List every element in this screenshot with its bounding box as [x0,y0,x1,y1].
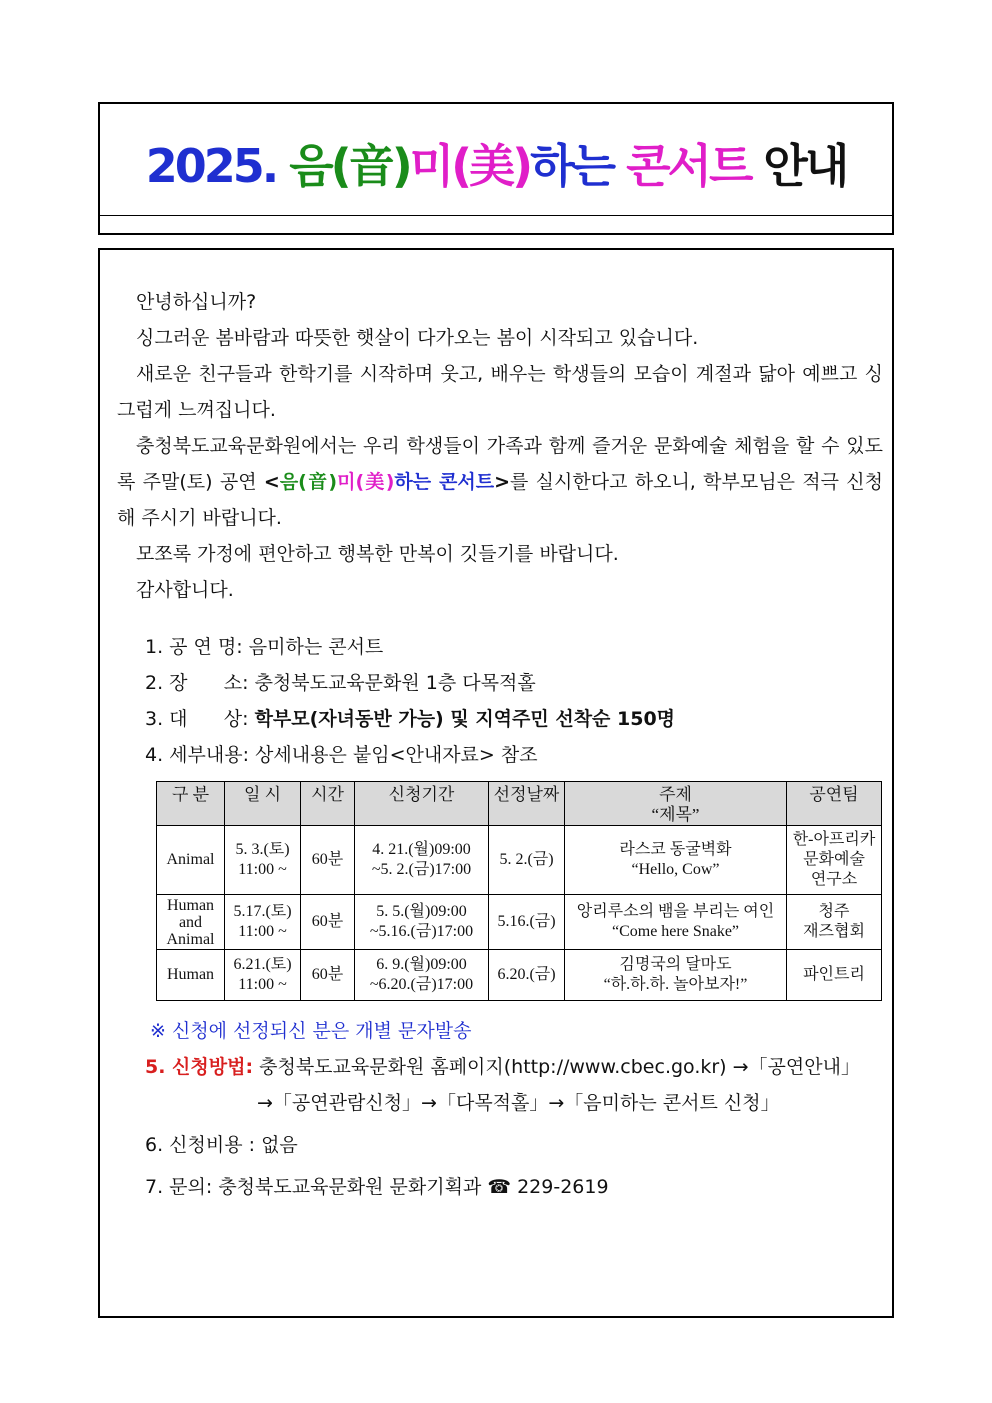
intro-line3-hl3: 하는 콘서트 [394,471,495,493]
cell-date1: 6.21.(토) [233,956,292,973]
cell-period1: 6. 9.(월)09:00 [376,956,467,973]
table-row [157,895,882,950]
header-topic [565,782,787,826]
greeting: 안녕하십니까? [136,291,257,313]
intro-line3-before: 충청북도교육문화원에서는 우리 학생들이 가족과 함께 즐거운 문화예술 체험을 할 수 있도록 주말(토) 공연 [117,435,883,493]
table-row [157,826,882,895]
contact-label: 7. 문의: 충청북도교육문화원 문화기획과 [145,1176,482,1198]
apply-line2: →「공연관람신청」→「다목적홀」→「음미하는 콘서트 신청」 [257,1092,780,1114]
cell-datetime [225,950,301,1001]
cell-date2: 11:00 ~ [238,923,287,940]
schedule-table [156,781,882,1001]
item-2-value: 충청북도교육문화원 1층 다목적홀 [254,672,536,694]
item-1 [145,632,383,659]
header-category: 구 분 [157,782,225,826]
item-4 [145,740,538,767]
cell-category2: and [178,913,203,931]
cell-datetime [225,895,301,950]
cell-category: Human [157,950,225,1001]
cell-topic [565,950,787,1001]
cell-category: Animal [157,826,225,895]
table-header-row [157,782,882,826]
item-4-label: 4. 세부내용: [145,744,249,766]
table-row [157,950,882,1001]
header-topic-b: “제목” [651,805,700,824]
cell-date2: 11:00 ~ [238,976,287,993]
cell-period2: ~5. 2.(금)17:00 [371,861,472,878]
intro-line3-close: > [494,471,510,493]
cell-topic-name: 김명국의 달마도 [619,956,732,973]
item-4-value: 상세내용은 붙임<안내자료> 참조 [255,744,538,766]
intro-line3-hl1: 음(音) [279,471,338,493]
intro-text [117,284,883,608]
header-team: 공연팀 [787,782,882,826]
apply-method [145,1052,860,1079]
page-title [100,130,892,196]
intro-line3-hl2: 미(美) [337,471,395,493]
cell-category1: Human [166,896,215,914]
contact [145,1172,609,1199]
header-topic-a: 주제 [659,785,692,804]
cell-topic [565,826,787,895]
contact-phone: 229-2619 [517,1176,609,1198]
cell-duration: 60분 [301,950,355,1001]
item-1-label: 1. 공 연 명: [145,636,243,658]
cell-period [355,895,489,950]
intro-line3-open: < [263,471,280,493]
cell-team3: 연구소 [810,871,858,888]
closing: 감사합니다. [136,579,234,601]
header-selection: 선정날짜 [489,782,565,826]
cell-team [787,895,882,950]
apply-label: 5. 신청방법: [145,1056,254,1078]
cell-category3: Animal [166,930,215,948]
phone-icon: ☎ [487,1176,512,1198]
title-part5: 안내 [763,139,847,193]
selection-note: ※ 신청에 선정되신 분은 개별 문자발송 [150,1020,472,1042]
cell-team1: 청주 [818,903,850,920]
header-datetime: 일 시 [225,782,301,826]
cell-topic-title: “Come here Snake” [611,923,740,940]
cell-period2: ~5.16.(금)17:00 [369,923,474,940]
apply-line1: 충청북도교육문화원 홈페이지(http://www.cbec.go.kr) →「공연안내」 [259,1056,860,1078]
cell-topic [565,895,787,950]
cell-team [787,826,882,895]
title-divider [100,215,892,216]
title-box [98,102,894,235]
cell-team: 파인트리 [787,950,882,1001]
title-part4: 콘서트 [626,139,751,193]
cell-topic-title: “Hello, Cow” [631,861,720,878]
item-3-label: 3. 대 상: [145,708,249,730]
cell-date1: 5. 3.(토) [235,841,290,858]
cell-period [355,950,489,1001]
cell-duration: 60분 [301,895,355,950]
cell-duration: 60분 [301,826,355,895]
cell-selection: 5. 2.(금) [489,826,565,895]
header-period: 신청기간 [355,782,489,826]
item-2-label: 2. 장 소: [145,672,249,694]
cell-period2: ~6.20.(금)17:00 [369,976,474,993]
cost: 6. 신청비용 : 없음 [145,1134,298,1156]
cell-team1: 한-아프리카 [792,831,876,848]
cell-period1: 4. 21.(월)09:00 [372,841,471,858]
title-part1: 음(音) [289,139,410,193]
item-2 [145,668,536,695]
item-3 [145,704,675,731]
intro-line2: 새로운 친구들과 한학기를 시작하며 웃고, 배우는 학생들의 모습이 계절과 닮아 예쁘고 싱그럽게 느껴집니다. [117,363,883,421]
cell-date1: 5.17.(토) [233,903,292,920]
cell-selection: 5.16.(금) [489,895,565,950]
cell-period1: 5. 5.(월)09:00 [376,903,467,920]
intro-line4: 모쪼록 가정에 편안하고 행복한 만복이 깃들기를 바랍니다. [136,543,619,565]
cell-topic-name: 앙리루소의 뱀을 부리는 여인 [576,903,775,920]
cell-selection: 6.20.(금) [489,950,565,1001]
cell-topic-title: “하.하.하. 놀아보자!” [603,976,748,993]
intro-line1: 싱그러운 봄바람과 따뜻한 햇살이 다가오는 봄이 시작되고 있습니다. [136,327,699,349]
header-duration: 시간 [301,782,355,826]
cell-category [157,895,225,950]
cell-team2: 문화예술 [803,851,865,868]
item-1-value: 음미하는 콘서트 [248,636,384,658]
intro-line3 [117,428,883,536]
cell-topic-name: 라스코 동굴벽화 [619,841,732,858]
title-part3: 하는 [530,139,614,193]
cell-period [355,826,489,895]
cell-date2: 11:00 ~ [238,861,287,878]
title-year: 2025. [145,139,277,193]
cell-datetime [225,826,301,895]
title-part2: 미(美) [409,139,531,193]
item-3-value: 학부모(자녀동반 가능) 및 지역주민 선착순 150명 [254,708,676,730]
intro-line3-after: 를 실시한다고 하오니, 학부모님은 적극 신청해 주시기 바랍니다. [117,471,883,529]
cell-team2: 재즈협회 [803,923,865,940]
